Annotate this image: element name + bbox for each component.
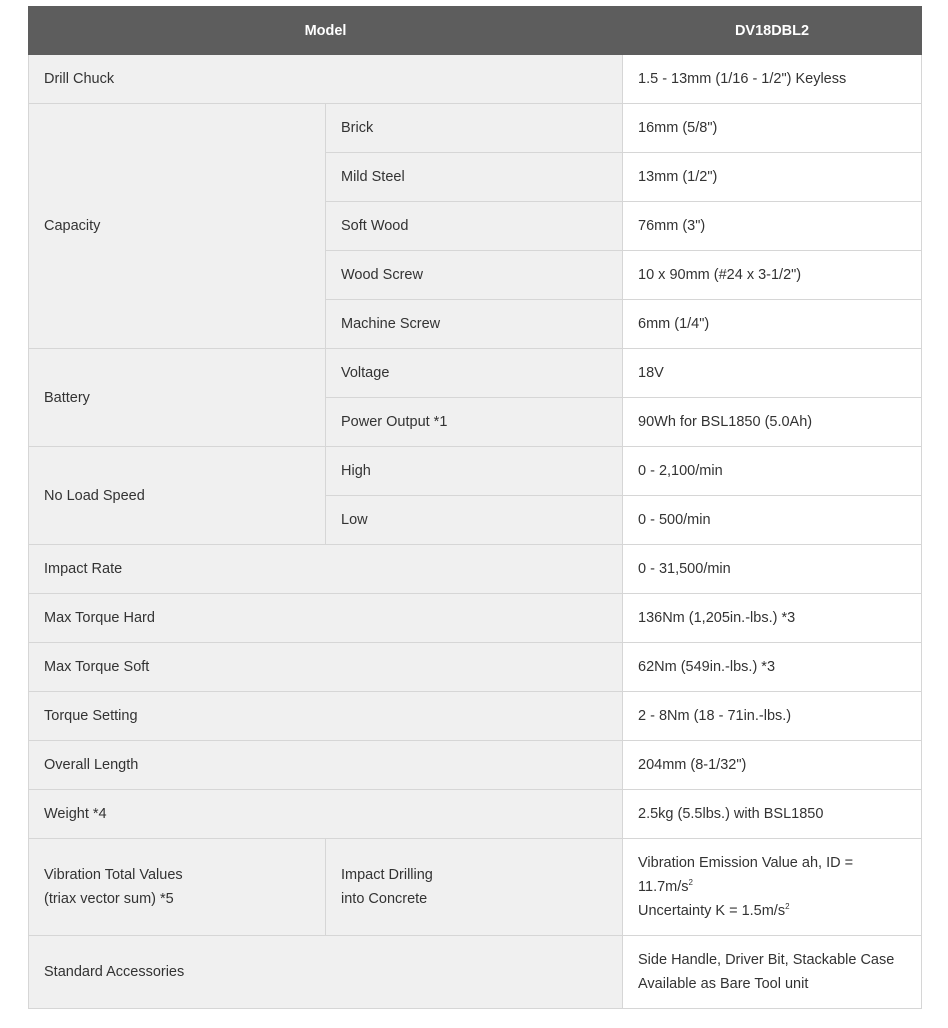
table-row — [29, 692, 922, 741]
spec-value-soft-wood: 76mm (3") — [623, 202, 922, 251]
impact-drilling-line-1: Impact Drilling — [341, 867, 433, 883]
vibration-value-line-3 — [638, 899, 906, 923]
spec-value-brick: 16mm (5/8") — [623, 104, 922, 153]
table-row — [29, 104, 922, 153]
exponent-squared: 2 — [785, 902, 790, 912]
spec-value-drill-chuck: 1.5 - 13mm (1/16 - 1/2") Keyless — [623, 55, 922, 104]
spec-label-weight: Weight *4 — [29, 790, 623, 839]
accessories-line-2: Available as Bare Tool unit — [638, 976, 809, 992]
spec-label-overall-length: Overall Length — [29, 741, 623, 790]
table-row — [29, 741, 922, 790]
spec-value-power-output: 90Wh for BSL1850 (5.0Ah) — [623, 398, 922, 447]
spec-value-overall-length: 204mm (8-1/32") — [623, 741, 922, 790]
accessories-line-1: Side Handle, Driver Bit, Stackable Case — [638, 952, 895, 968]
spec-sub-high: High — [326, 447, 623, 496]
vibration-value-line-2 — [638, 875, 906, 899]
spec-label-drill-chuck: Drill Chuck — [29, 55, 623, 104]
vibration-label-line-1: Vibration Total Values — [44, 867, 183, 883]
table-row — [29, 349, 922, 398]
model-header-label: Model — [29, 7, 623, 55]
table-row — [29, 447, 922, 496]
spec-label-impact-rate: Impact Rate — [29, 545, 623, 594]
table-row — [29, 55, 922, 104]
spec-label-torque-setting: Torque Setting — [29, 692, 623, 741]
table-row — [29, 790, 922, 839]
model-header-value: DV18DBL2 — [623, 7, 922, 55]
spec-value-high: 0 - 2,100/min — [623, 447, 922, 496]
spec-value-machine-screw: 6mm (1/4") — [623, 300, 922, 349]
spec-value-voltage: 18V — [623, 349, 922, 398]
spec-value-low: 0 - 500/min — [623, 496, 922, 545]
table-row — [29, 545, 922, 594]
spec-table — [28, 6, 922, 1009]
spec-value-weight: 2.5kg (5.5lbs.) with BSL1850 — [623, 790, 922, 839]
header-row — [29, 7, 922, 55]
spec-sub-voltage: Voltage — [326, 349, 623, 398]
vibration-label-line-2: (triax vector sum) *5 — [44, 891, 174, 907]
spec-value-max-torque-hard: 136Nm (1,205in.-lbs.) *3 — [623, 594, 922, 643]
spec-label-no-load-speed: No Load Speed — [29, 447, 326, 545]
spec-sub-wood-screw: Wood Screw — [326, 251, 623, 300]
spec-label-battery: Battery — [29, 349, 326, 447]
spec-value-standard-accessories — [623, 936, 922, 1009]
spec-sub-power-output: Power Output *1 — [326, 398, 623, 447]
spec-value-wood-screw: 10 x 90mm (#24 x 3-1/2") — [623, 251, 922, 300]
spec-label-vibration — [29, 839, 326, 936]
table-row — [29, 936, 922, 1009]
spec-label-capacity: Capacity — [29, 104, 326, 349]
table-row — [29, 839, 922, 936]
spec-sub-brick: Brick — [326, 104, 623, 153]
impact-drilling-line-2: into Concrete — [341, 891, 428, 907]
spec-value-mild-steel: 13mm (1/2") — [623, 153, 922, 202]
spec-sub-machine-screw: Machine Screw — [326, 300, 623, 349]
exponent-squared: 2 — [688, 878, 693, 888]
table-row — [29, 643, 922, 692]
spec-value-max-torque-soft: 62Nm (549in.-lbs.) *3 — [623, 643, 922, 692]
spec-sub-impact-drilling — [326, 839, 623, 936]
spec-sub-soft-wood: Soft Wood — [326, 202, 623, 251]
table-row — [29, 594, 922, 643]
spec-label-standard-accessories: Standard Accessories — [29, 936, 623, 1009]
vibration-value-line-1: Vibration Emission Value ah, ID = — [638, 855, 854, 871]
vibration-emission-value: 11.7m/s — [638, 879, 689, 895]
uncertainty-value: Uncertainty K = 1.5m/s — [638, 903, 786, 919]
spec-label-max-torque-soft: Max Torque Soft — [29, 643, 623, 692]
spec-label-max-torque-hard: Max Torque Hard — [29, 594, 623, 643]
spec-value-vibration — [623, 839, 922, 936]
spec-table-container — [28, 6, 921, 1009]
spec-value-impact-rate: 0 - 31,500/min — [623, 545, 922, 594]
spec-value-torque-setting: 2 - 8Nm (18 - 71in.-lbs.) — [623, 692, 922, 741]
spec-sub-low: Low — [326, 496, 623, 545]
spec-sub-mild-steel: Mild Steel — [326, 153, 623, 202]
